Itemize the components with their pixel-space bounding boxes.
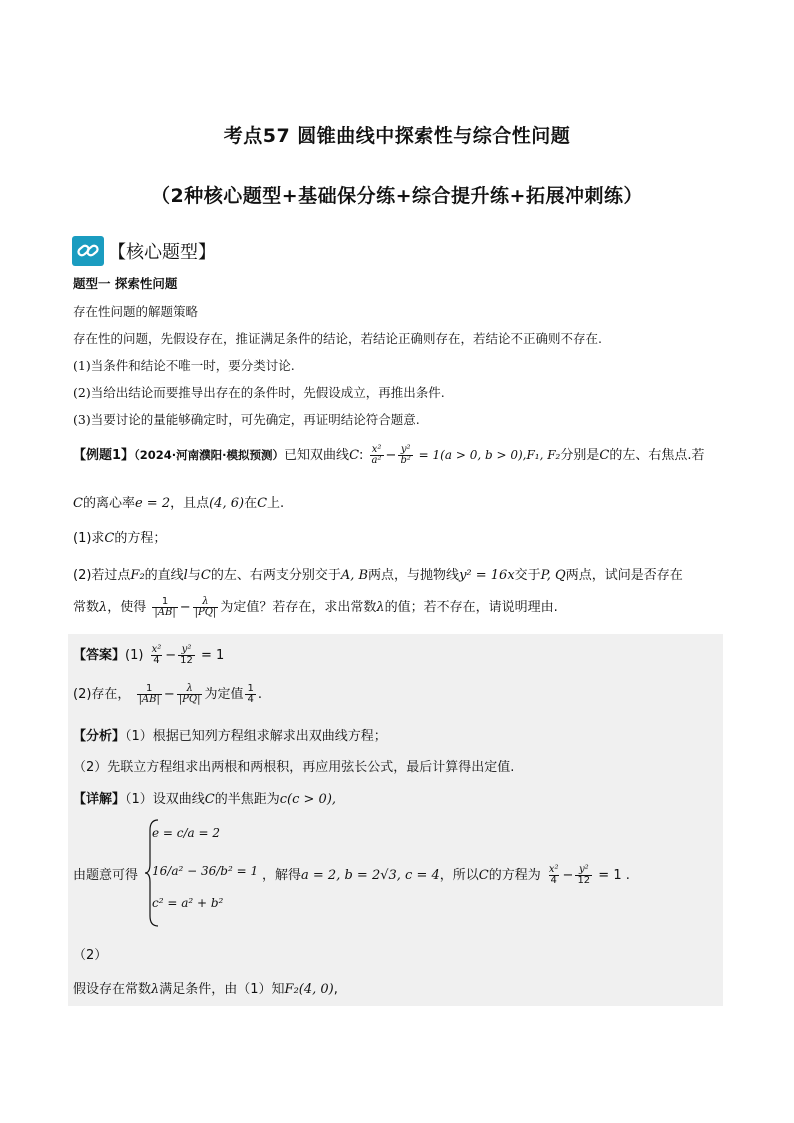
fraction: $\frac{\lambda}{|PQ|}$ (194, 596, 217, 618)
strategy-point: (3)当要讨论的量能够确定时，可先确定，再证明结论符合题意. (73, 412, 420, 427)
curve-condition: = 1(a > 0, b > 0), (414, 448, 527, 462)
answer-tag: 【答案】 (73, 648, 126, 663)
detail-tag: 【详解】 (73, 792, 126, 807)
system-row: 16/a² − 36/b² = 1 (152, 864, 259, 878)
fraction: $\frac{\text{x²}}{\text{a²}}$ (371, 444, 382, 466)
eccentricity: e = 2 (134, 496, 171, 511)
strategy-intro: 存在性的问题，先假设存在，推证满足条件的结论，若结论正确则存在，若结论不正确则不存在. (73, 331, 602, 346)
fraction: $\frac{\text{y²}}{\text{b²}}$ (400, 444, 411, 466)
example-stem-line1: 【例题1】（2024·河南濮阳·模拟预测）已知双曲线C: $\frac{\text{x²}}{\text{a²}}$ − $\frac{\text{y²}}{\text{b²}}$ = 1(a > 0, b > 0),F₁, F₂分别是C的左、右焦点.若 (73, 444, 705, 466)
core-section-label: 【核心题型】 (108, 242, 216, 263)
system-row: e = c/a = 2 (152, 826, 221, 840)
example-tag: 【例题1】 (73, 448, 135, 463)
example-stem-line2: C的离心率e = 2，且点(4, 6)在C上. (73, 496, 285, 511)
system-row: c² = a² + b² (152, 896, 224, 910)
link-icon (72, 236, 104, 266)
strategy-point: (2)当给出结论而要推导出存在的条件时，先假设成立，再推出条件. (73, 385, 445, 400)
page-title: 考点57 圆锥曲线中探索性与综合性问题 (223, 125, 571, 147)
system-solution: ，解得a = 2, b = 2√3, c = 4，所以C的方程为 $\frac{\text{x²}}{4}$ − $\frac{\text{y²}}{12}$ = 1 . (262, 864, 630, 886)
foci: F₁, F₂ (526, 448, 561, 462)
example-text: 已知双曲线 (284, 448, 350, 463)
answer-line1: 【答案】(1) $\frac{\text{x²}}{4}$ − $\frac{\text{y²}}{12}$ = 1 (73, 644, 225, 666)
answer-line2: (2)存在， $\frac{1}{|AB|}$ − $\frac{\lambda}{|PQ|}$ 为定值 $\frac{1}{4}$ . (73, 683, 262, 705)
point: (4, 6) (209, 496, 245, 511)
core-section-header (72, 234, 216, 268)
question-2-line1: (2)若过点F₂的直线l与C的左、右两支分别交于A, B两点，与抛物线y² = 16x交于P, Q两点，试问是否存在 (73, 568, 683, 583)
analysis-line2: （2）先联立方程组求出两根和两根积，再应用弦长公式，最后计算得出定值. (73, 760, 515, 775)
detail-line1: 【详解】（1）设双曲线C的半焦距为c(c > 0), (73, 792, 337, 807)
system-prefix: 由题意可得 (73, 868, 139, 883)
question-1: (1)求C的方程； (73, 531, 167, 546)
strategy-title: 存在性问题的解题策略 (73, 304, 199, 319)
analysis-tag: 【分析】 (73, 729, 126, 744)
curve-label: C (349, 448, 360, 463)
strategy-point: (1)当条件和结论不唯一时，要分类讨论. (73, 358, 295, 373)
page-subtitle: （2种核心题型+基础保分练+综合提升练+拓展冲刺练） (151, 185, 643, 207)
detail-part2-label: （2） (73, 948, 108, 963)
example-source: （2024·河南濮阳·模拟预测） (134, 448, 285, 462)
analysis-line1: 【分析】（1）根据已知列方程组求解求出双曲线方程； (73, 729, 387, 744)
type-heading: 题型一 探索性问题 (73, 276, 178, 291)
detail-line3: 假设存在常数λ满足条件，由（1）知F₂(4, 0), (73, 982, 338, 997)
question-2-line2: 常数λ，使得 $\frac{1}{|AB|}$ − $\frac{\lambda}{|PQ|}$ 为定值？若存在，求出常数λ的值；若不存在，请说明理由. (73, 596, 558, 618)
fraction: $\frac{1}{|AB|}$ (154, 596, 176, 618)
